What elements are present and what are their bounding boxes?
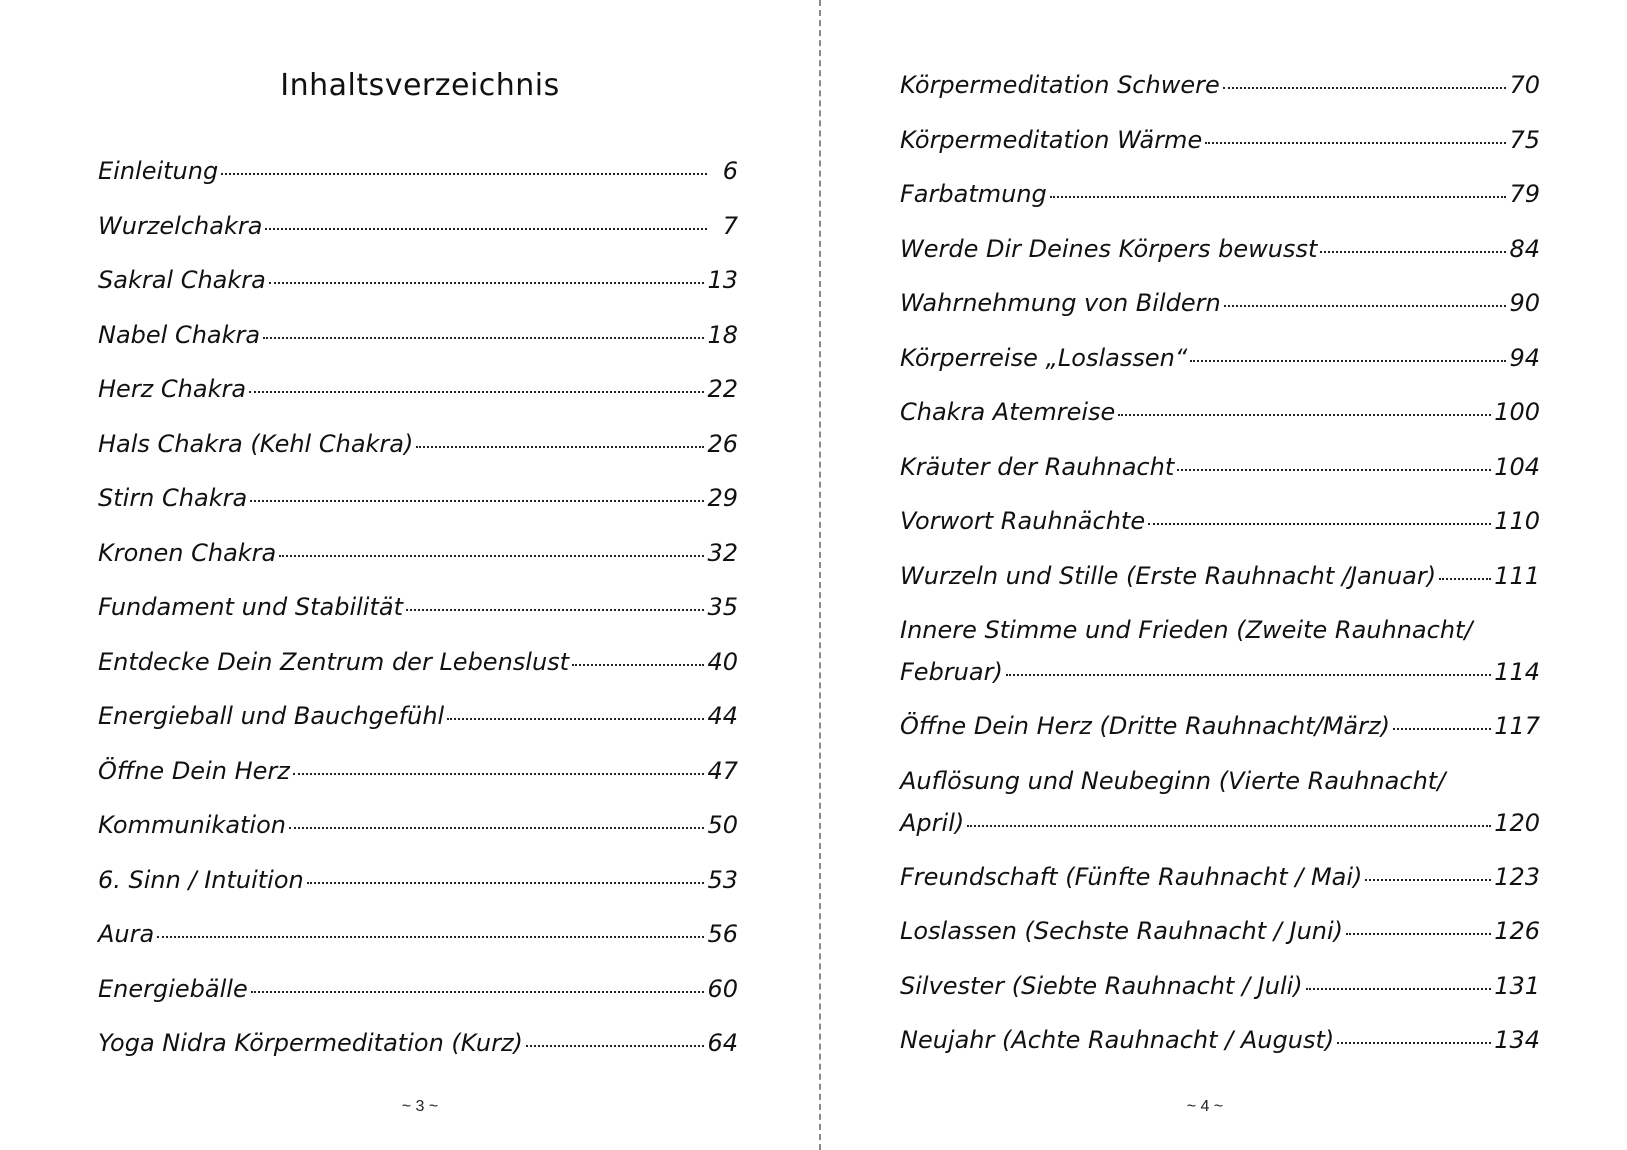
toc-entry-title: Yoga Nidra Körpermeditation (Kurz) [98, 1029, 523, 1057]
toc-entry[interactable] [98, 532, 738, 587]
toc-entry-page: 131 [1494, 971, 1540, 1000]
toc-entry[interactable] [900, 446, 1540, 501]
toc-entry-page: 44 [707, 702, 738, 730]
toc-entry-title: Herz Chakra [98, 375, 247, 403]
dot-leader [416, 446, 704, 448]
toc-entry-title: Kronen Chakra [98, 538, 277, 567]
dot-leader [1365, 879, 1491, 881]
dot-leader [307, 882, 705, 884]
toc-entry-page: 7 [722, 211, 738, 240]
toc-entry-title: Körpermeditation Wärme [900, 125, 1203, 154]
dot-leader [157, 936, 704, 938]
toc-entry-title: Vorwort Rauhnächte [900, 507, 1146, 535]
toc-entry-page: 29 [707, 484, 738, 512]
toc-entry-title: Wahrnehmung von Bildern [900, 289, 1221, 317]
toc-entry[interactable] [98, 150, 738, 205]
toc-entry-title-continued: April) [900, 808, 965, 837]
toc-entry-page: 90 [1509, 289, 1540, 317]
toc-entry-title: Sakral Chakra [98, 266, 266, 294]
toc-entry[interactable] [98, 859, 738, 914]
toc-entry[interactable] [900, 760, 1540, 856]
toc-entry-page: 75 [1509, 125, 1540, 154]
toc-entry-title: Aura [98, 920, 155, 948]
toc-entry[interactable] [98, 259, 738, 314]
dot-leader [1006, 674, 1491, 676]
toc-entry-title: Öffne Dein Herz [98, 756, 290, 785]
page-number-left: ~ 3 ~ [401, 1098, 439, 1115]
toc-entry[interactable] [98, 205, 738, 260]
toc-entry-page: 47 [707, 756, 738, 785]
toc-entry[interactable] [98, 968, 738, 1023]
toc-entry[interactable] [98, 314, 738, 369]
toc-entry-page: 79 [1509, 180, 1540, 208]
toc-entry[interactable] [900, 856, 1540, 911]
toc-entry-page: 56 [707, 920, 738, 948]
toc-entry[interactable] [900, 391, 1540, 446]
dot-leader [1050, 196, 1507, 198]
dot-leader [1190, 360, 1506, 362]
toc-entry[interactable] [900, 282, 1540, 337]
toc-entry-page: 22 [707, 375, 738, 403]
dot-leader [251, 991, 705, 993]
toc-entry-title: 6. Sinn / Intuition [98, 865, 304, 894]
toc-entry-page: 104 [1494, 452, 1540, 481]
toc-entry[interactable] [900, 705, 1540, 760]
toc-entry-page: 53 [707, 865, 738, 894]
toc-entry[interactable] [98, 750, 738, 805]
toc-entry[interactable] [98, 804, 738, 859]
toc-entry-title: Fundament und Stabilität [98, 593, 403, 621]
dot-leader [1439, 578, 1491, 580]
right-page [820, 0, 1627, 1150]
toc-entry-title: Freundschaft (Fünfte Rauhnacht / Mai) [900, 862, 1363, 891]
dot-leader [526, 1045, 705, 1047]
toc-entry-title: Hals Chakra (Kehl Chakra) [98, 429, 414, 458]
toc-entry[interactable] [98, 423, 738, 478]
toc-entry-title: Auflösung und Neubeginn (Vierte Rauhnacht/ [900, 766, 1446, 795]
toc-entry[interactable] [900, 910, 1540, 965]
toc-entry-page: 70 [1509, 71, 1540, 99]
toc-entry-title-continued: Februar) [900, 658, 1003, 686]
dot-leader [1224, 305, 1507, 307]
toc-entry-title: Wurzeln und Stille (Erste Rauhnacht /Januar) [900, 561, 1437, 590]
toc-list-left [98, 150, 738, 1077]
toc-entry-page: 110 [1494, 507, 1540, 535]
toc-entry-page: 50 [707, 811, 738, 839]
dot-leader [1177, 469, 1491, 471]
dot-leader [1223, 87, 1507, 89]
toc-entry-title: Energieball und Bauchgefühl [98, 702, 445, 730]
toc-entry-page: 123 [1494, 862, 1540, 891]
toc-entry-title: Kräuter der Rauhnacht [900, 452, 1175, 481]
toc-entry-page: 13 [707, 266, 738, 294]
toc-entry[interactable] [900, 609, 1540, 705]
toc-entry[interactable] [98, 586, 738, 641]
toc-entry-title: Loslassen (Sechste Rauhnacht / Juni) [900, 917, 1344, 945]
toc-entry[interactable] [900, 1019, 1540, 1074]
toc-entry[interactable] [98, 913, 738, 968]
toc-entry[interactable] [900, 337, 1540, 392]
dot-leader [250, 500, 704, 502]
dot-leader [1306, 988, 1492, 990]
toc-entry-title: Neujahr (Achte Rauhnacht / August) [900, 1026, 1335, 1054]
toc-entry-title: Körpermeditation Schwere [900, 71, 1220, 99]
toc-entry-page: 84 [1509, 234, 1540, 263]
toc-entry-title: Einleitung [98, 157, 219, 185]
toc-entry-title: Werde Dir Deines Körpers bewusst [900, 234, 1318, 263]
toc-entry[interactable] [98, 695, 738, 750]
toc-entry[interactable] [900, 64, 1540, 119]
dot-leader [279, 555, 704, 557]
toc-entry-page: 117 [1494, 712, 1540, 740]
toc-entry[interactable] [900, 173, 1540, 228]
toc-entry-page: 6 [722, 157, 738, 185]
toc-entry-title: Innere Stimme und Frieden (Zweite Rauhnacht/ [900, 616, 1473, 644]
dot-leader [572, 664, 704, 666]
page-number-right: ~ 4 ~ [1186, 1098, 1224, 1115]
toc-entry-title: Entdecke Dein Zentrum der Lebenslust [98, 647, 570, 676]
dot-leader [263, 337, 704, 339]
toc-entry-title: Öffne Dein Herz (Dritte Rauhnacht/März) [900, 712, 1390, 740]
toc-entry-continuation [900, 802, 1540, 844]
toc-entry-page: 111 [1494, 561, 1540, 590]
toc-entry[interactable] [98, 641, 738, 696]
toc-entry-title: Energiebälle [98, 974, 248, 1003]
toc-entry[interactable] [900, 500, 1540, 555]
dot-leader [221, 173, 707, 175]
toc-entry-page: 134 [1494, 1026, 1540, 1054]
dot-leader [269, 282, 705, 284]
toc-entry-page: 26 [707, 429, 738, 458]
toc-entry-page: 18 [707, 320, 738, 349]
toc-entry[interactable] [900, 119, 1540, 174]
toc-entry-title: Wurzelchakra [98, 211, 263, 240]
toc-entry[interactable] [98, 368, 738, 423]
dot-leader [1393, 728, 1491, 730]
toc-entry-title: Stirn Chakra [98, 484, 248, 512]
dot-leader [406, 609, 704, 611]
dot-leader [1148, 523, 1491, 525]
toc-entry-page: 100 [1494, 398, 1540, 426]
dot-leader [265, 228, 707, 230]
dot-leader [293, 773, 705, 775]
dot-leader [1205, 142, 1506, 144]
dot-leader [1320, 251, 1506, 253]
toc-entry-page: 40 [707, 647, 738, 676]
dot-leader [249, 391, 704, 393]
toc-entry-page: 94 [1509, 343, 1540, 372]
dot-leader [289, 827, 704, 829]
toc-entry-title: Farbatmung [900, 180, 1047, 208]
toc-entry-page: 60 [707, 974, 738, 1003]
dot-leader [1346, 933, 1491, 935]
toc-entry[interactable] [98, 477, 738, 532]
toc-entry-page: 32 [707, 538, 738, 567]
toc-entry-continuation [900, 651, 1540, 693]
toc-entry-page: 120 [1494, 808, 1540, 837]
toc-entry[interactable] [900, 965, 1540, 1020]
toc-entry-page: 114 [1494, 658, 1540, 686]
toc-entry-title: Chakra Atemreise [900, 398, 1116, 426]
toc-entry-title: Kommunikation [98, 811, 286, 839]
toc-entry[interactable] [900, 555, 1540, 610]
toc-title: Inhaltsverzeichnis [280, 68, 560, 103]
dot-leader [1337, 1042, 1491, 1044]
toc-entry-title: Silvester (Siebte Rauhnacht / Juli) [900, 971, 1303, 1000]
toc-entry-page: 64 [707, 1029, 738, 1057]
toc-entry-title: Körperreise „Loslassen“ [900, 343, 1188, 372]
toc-entry-title: Nabel Chakra [98, 320, 261, 349]
dot-leader [967, 825, 1491, 827]
toc-entry[interactable] [98, 1022, 738, 1077]
dot-leader [1118, 414, 1491, 416]
toc-list-right [900, 64, 1540, 1074]
toc-entry-page: 126 [1494, 917, 1540, 945]
toc-entry[interactable] [900, 228, 1540, 283]
toc-entry-page: 35 [707, 593, 738, 621]
dot-leader [447, 718, 704, 720]
